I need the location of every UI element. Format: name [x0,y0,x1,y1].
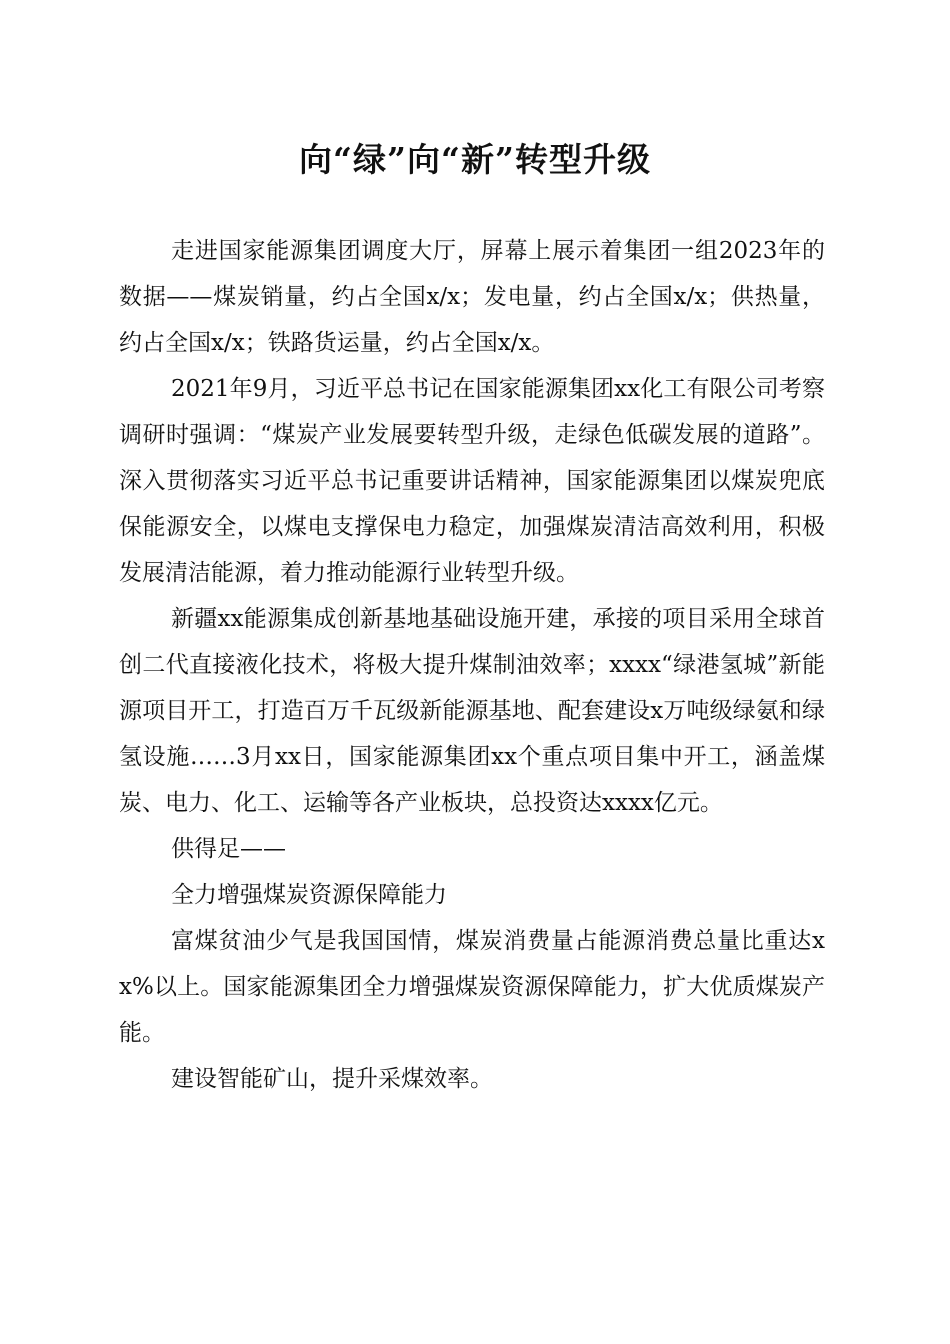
document-body [119,228,825,1102]
paragraph-projects: 新疆xx能源集成创新基地基础设施开建，承接的项目采用全球首创二代直接液化技术，将极大提升煤制油效率；xxxx“绿港氢城”新能源项目开工，打造百万千瓦级新能源基地、配套建设x万吨级绿氨和绿氢设施……3月xx日，国家能源集团xx个重点项目集中开工，涵盖煤炭、电力、化工、运输等各产业板块，总投资达xxxx亿元。 [119,606,825,816]
paragraph-smart-mines: 建设智能矿山，提升采煤效率。 [171,1066,493,1092]
section-heading-supply: 供得足—— [171,836,286,862]
paragraph-intro: 走进国家能源集团调度大厅，屏幕上展示着集团一组2023年的数据——煤炭销量，约占全国x/x；发电量，约占全国x/x；供热量，约占全国x/x；铁路货运量，约占全国x/x。 [119,238,825,356]
paragraph-coal-capacity: 富煤贫油少气是我国国情，煤炭消费量占能源消费总量比重达xx%以上。国家能源集团全力增强煤炭资源保障能力，扩大优质煤炭产能。 [119,928,825,1046]
paragraph-inspection: 2021年9月，习近平总书记在国家能源集团xx化工有限公司考察调研时强调：“煤炭产业发展要转型升级，走绿色低碳发展的道路”。深入贯彻落实习近平总书记重要讲话精神，国家能源集团以煤炭兜底保能源安全，以煤电支撑保电力稳定，加强煤炭清洁高效利用，积极发展清洁能源，着力推动能源行业转型升级。 [119,376,825,586]
document-title: 向“绿”向“新”转型升级 [299,140,651,179]
section-subheading-coal: 全力增强煤炭资源保障能力 [171,882,447,908]
